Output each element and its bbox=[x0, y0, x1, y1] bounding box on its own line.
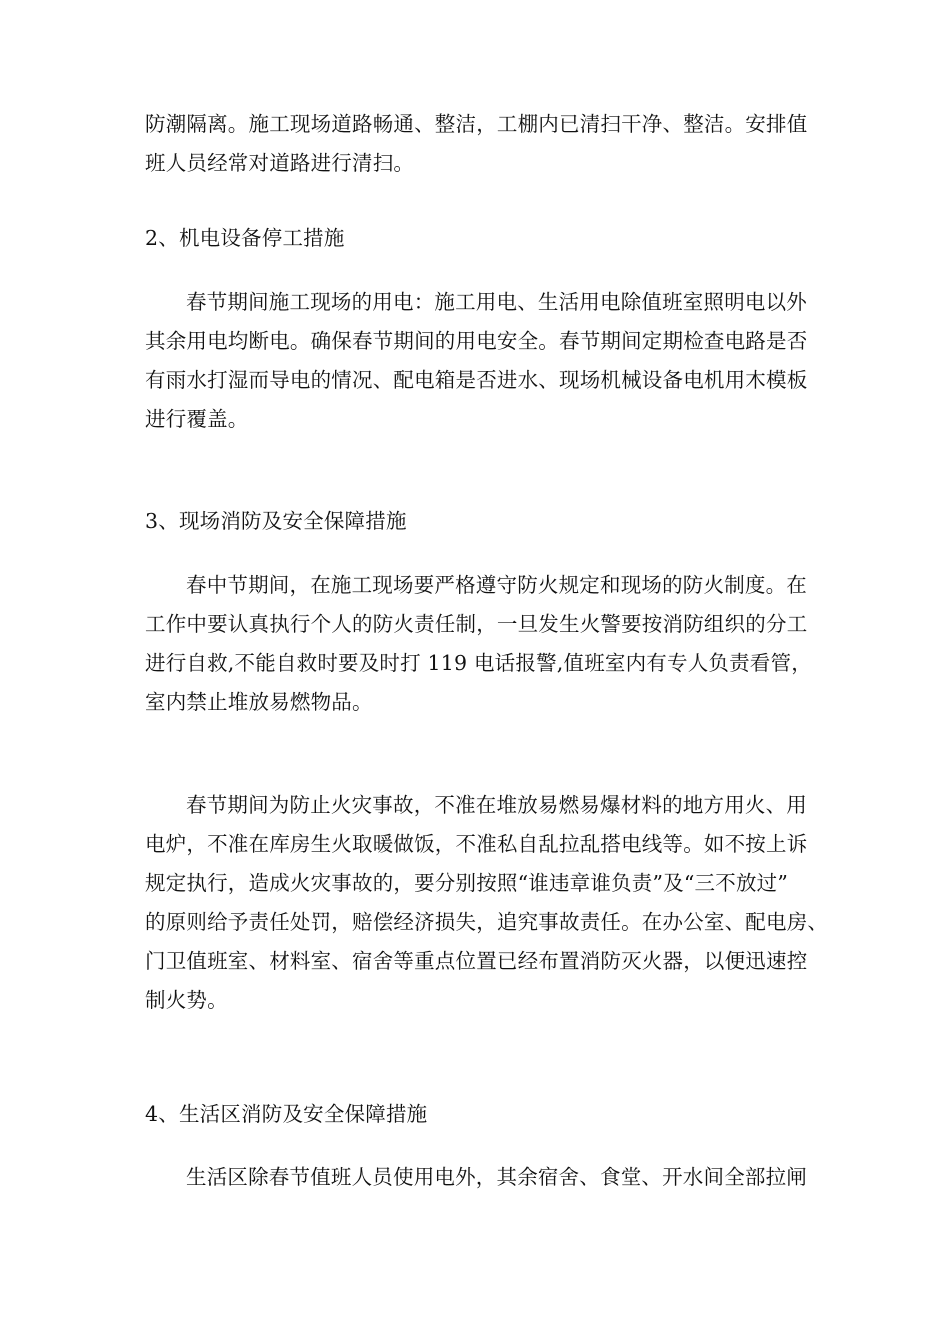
text-line: 春节期间为防止火灾事故，不准在堆放易燃易爆材料的地方用火、用 bbox=[186, 793, 807, 817]
text-line: 其余用电均断电。确保春节期间的用电安全。春节期间定期检查电路是否 bbox=[145, 329, 808, 353]
section-heading bbox=[145, 502, 810, 541]
heading-text: 2、机电设备停工措施 bbox=[145, 226, 345, 250]
section-heading bbox=[145, 219, 810, 258]
text-line: 电炉，不准在库房生火取暖做饭，不准私自乱拉乱搭电线等。如不按上诉 bbox=[145, 832, 808, 856]
text-line: 室内禁止堆放易燃物品。 bbox=[145, 690, 373, 714]
paragraph bbox=[145, 566, 810, 722]
text-line: 进行自救,不能自救时要及时打 119 电话报警,值班室内有专人负责看管， bbox=[145, 651, 812, 675]
text-line: 进行覆盖。 bbox=[145, 407, 249, 431]
text-line: 制火势。 bbox=[145, 988, 228, 1012]
paragraph bbox=[145, 283, 810, 439]
text-line: 班人员经常对道路进行清扫。 bbox=[145, 151, 415, 175]
section-heading bbox=[145, 1095, 810, 1134]
text-line: 春节期间施工现场的用电：施工用电、生活用电除值班室照明电以外 bbox=[186, 290, 807, 314]
text-line: 规定执行，造成火灾事故的，要分别按照“谁违章谁负责”及“三不放过” bbox=[145, 871, 789, 895]
heading-text: 4、生活区消防及安全保障措施 bbox=[145, 1102, 428, 1126]
text-line: 工作中要认真执行个人的防火责任制，一旦发生火警要按消防组织的分工 bbox=[145, 612, 808, 636]
heading-text: 3、现场消防及安全保障措施 bbox=[145, 509, 407, 533]
text-line: 的原则给予责任处罚，赔偿经济损失，追究事故责任。在办公室、配电房、 bbox=[145, 910, 829, 934]
paragraph bbox=[145, 105, 810, 183]
text-line: 门卫值班室、材料室、宿舍等重点位置已经布置消防灭火器，以便迅速控 bbox=[145, 949, 808, 973]
paragraph bbox=[145, 1158, 810, 1197]
paragraph bbox=[145, 786, 829, 1020]
text-line: 有雨水打湿而导电的情况、配电箱是否进水、现场机械设备电机用木模板 bbox=[145, 368, 808, 392]
text-line: 生活区除春节值班人员使用电外，其余宿舍、食堂、开水间全部拉闸 bbox=[186, 1165, 807, 1189]
text-line: 春中节期间，在施工现场要严格遵守防火规定和现场的防火制度。在 bbox=[186, 573, 807, 597]
text-line: 防潮隔离。施工现场道路畅通、整洁，工棚内已清扫干净、整洁。安排值 bbox=[145, 112, 808, 136]
